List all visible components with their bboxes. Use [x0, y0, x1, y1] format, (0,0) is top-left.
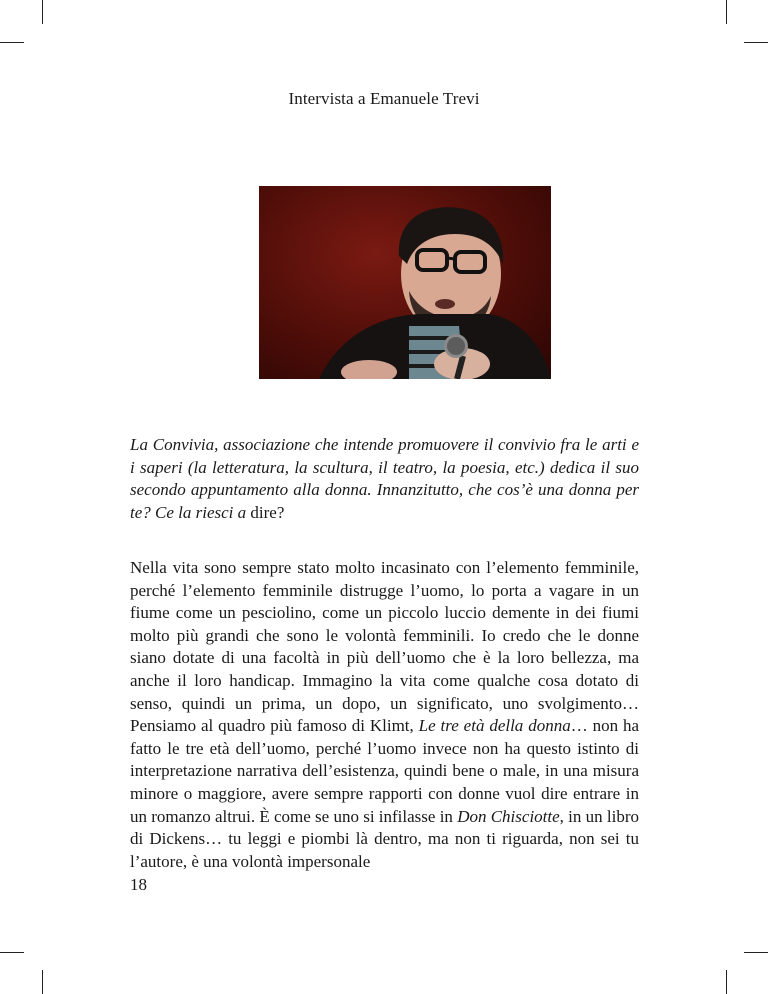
author-photo	[259, 186, 551, 379]
interview-answer	[130, 557, 639, 873]
crop-mark	[42, 970, 43, 994]
book-title: Don Chisciotte	[457, 806, 560, 826]
crop-mark	[726, 970, 727, 994]
answer-text-3: , in un libro di Dickens… tu leggi e piombi là dentro, ma non ti riguarda, non sei tu l’autore, è una volontà impersonale	[130, 806, 639, 871]
page-number: 18	[130, 875, 147, 894]
crop-mark	[744, 952, 768, 953]
interview-question	[130, 434, 639, 524]
answer-text-2: … non ha fatto le tre età dell’uomo, perché l’uomo invece non ha questo istinto di interpretazione narrativa dell’esistenza, quindi bene o male, in una misura minore o maggiore, avere sempre rapporti con donne vuol dire entrare in un romanzo altrui. È come se uno si infilasse in	[130, 716, 640, 826]
question-text: La Convivia, associazione che intende promuovere il convivio fra le arti e i saperi (la letteratura, la scultura, il teatro, la poesia, etc.) dedica il suo secondo appuntamento alla donna. Innanzitutto, che cos’è una donna per te? Ce la riesci a	[130, 435, 639, 522]
running-head: Intervista a Emanuele Trevi	[288, 89, 480, 108]
answer-text-1: Nella vita sono sempre stato molto incasinato con l’elemento femminile, perché l’elemento femminile distrugge l’uomo, lo porta a vagare in un fiume come un pesciolino, come un piccolo luccio demente in dei fiumi molto più grandi che sono le volontà femminili. Io credo che le donne siano dotate di una facoltà in più dell’uomo che è la loro bellezza, ma anche il loro handicap. Immagino la vita come qualche cosa dotato di senso, quindi un prima, un dopo, un significato, uno svolgimento… Pensiamo al quadro più famoso di Klimt,	[130, 558, 639, 736]
crop-mark	[726, 0, 727, 24]
artwork-title: Le tre età della donna	[418, 716, 571, 736]
crop-mark	[42, 0, 43, 24]
crop-mark	[0, 42, 24, 43]
question-text-end: dire?	[246, 502, 285, 522]
crop-mark	[0, 952, 24, 953]
crop-mark	[744, 42, 768, 43]
